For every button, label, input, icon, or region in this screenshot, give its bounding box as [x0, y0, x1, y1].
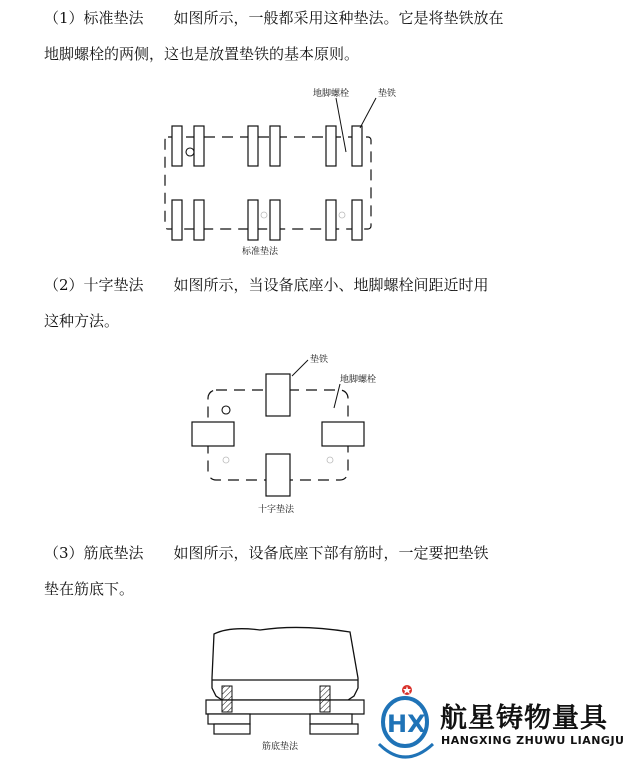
brand-name-cn: 航星铸物量具 [440, 703, 608, 734]
paragraph-rib-method-line1: （3）筋底垫法 如图所示，设备底座下部有筋时，一定要把垫铁 [44, 544, 489, 562]
figure-caption: 筋底垫法 [262, 742, 299, 752]
svg-text:HX: HX [387, 710, 426, 738]
paragraph-standard-method-line2: 地脚螺栓的两侧，这也是放置垫铁的基本原则。 [44, 45, 360, 63]
brand-name-en: HANGXING ZHUWU LIANGJU [441, 734, 624, 747]
brand-logo [375, 682, 624, 772]
label-anchor-bolt: 地脚螺栓 [340, 375, 377, 385]
label-shim: 垫铁 [310, 355, 329, 365]
label-anchor-bolt: 地脚螺栓 [313, 89, 350, 99]
paragraph-cross-method-line2: 这种方法。 [44, 312, 120, 330]
figure-caption: 标准垫法 [242, 247, 279, 257]
hangxing-logo-icon [375, 682, 437, 772]
paragraph-cross-method-line1: （2）十字垫法 如图所示，当设备底座小、地脚螺栓间距近时用 [44, 276, 489, 294]
figure-cross-method [180, 348, 420, 520]
label-shim: 垫铁 [378, 89, 397, 99]
paragraph-standard-method-line1: （1）标准垫法 如图所示，一般都采用这种垫法。它是将垫铁放在 [44, 9, 504, 27]
paragraph-rib-method-line2: 垫在筋底下。 [44, 580, 135, 598]
figure-caption: 十字垫法 [258, 505, 295, 515]
figure-rib-method [200, 620, 370, 755]
figure-standard-method [150, 82, 397, 262]
